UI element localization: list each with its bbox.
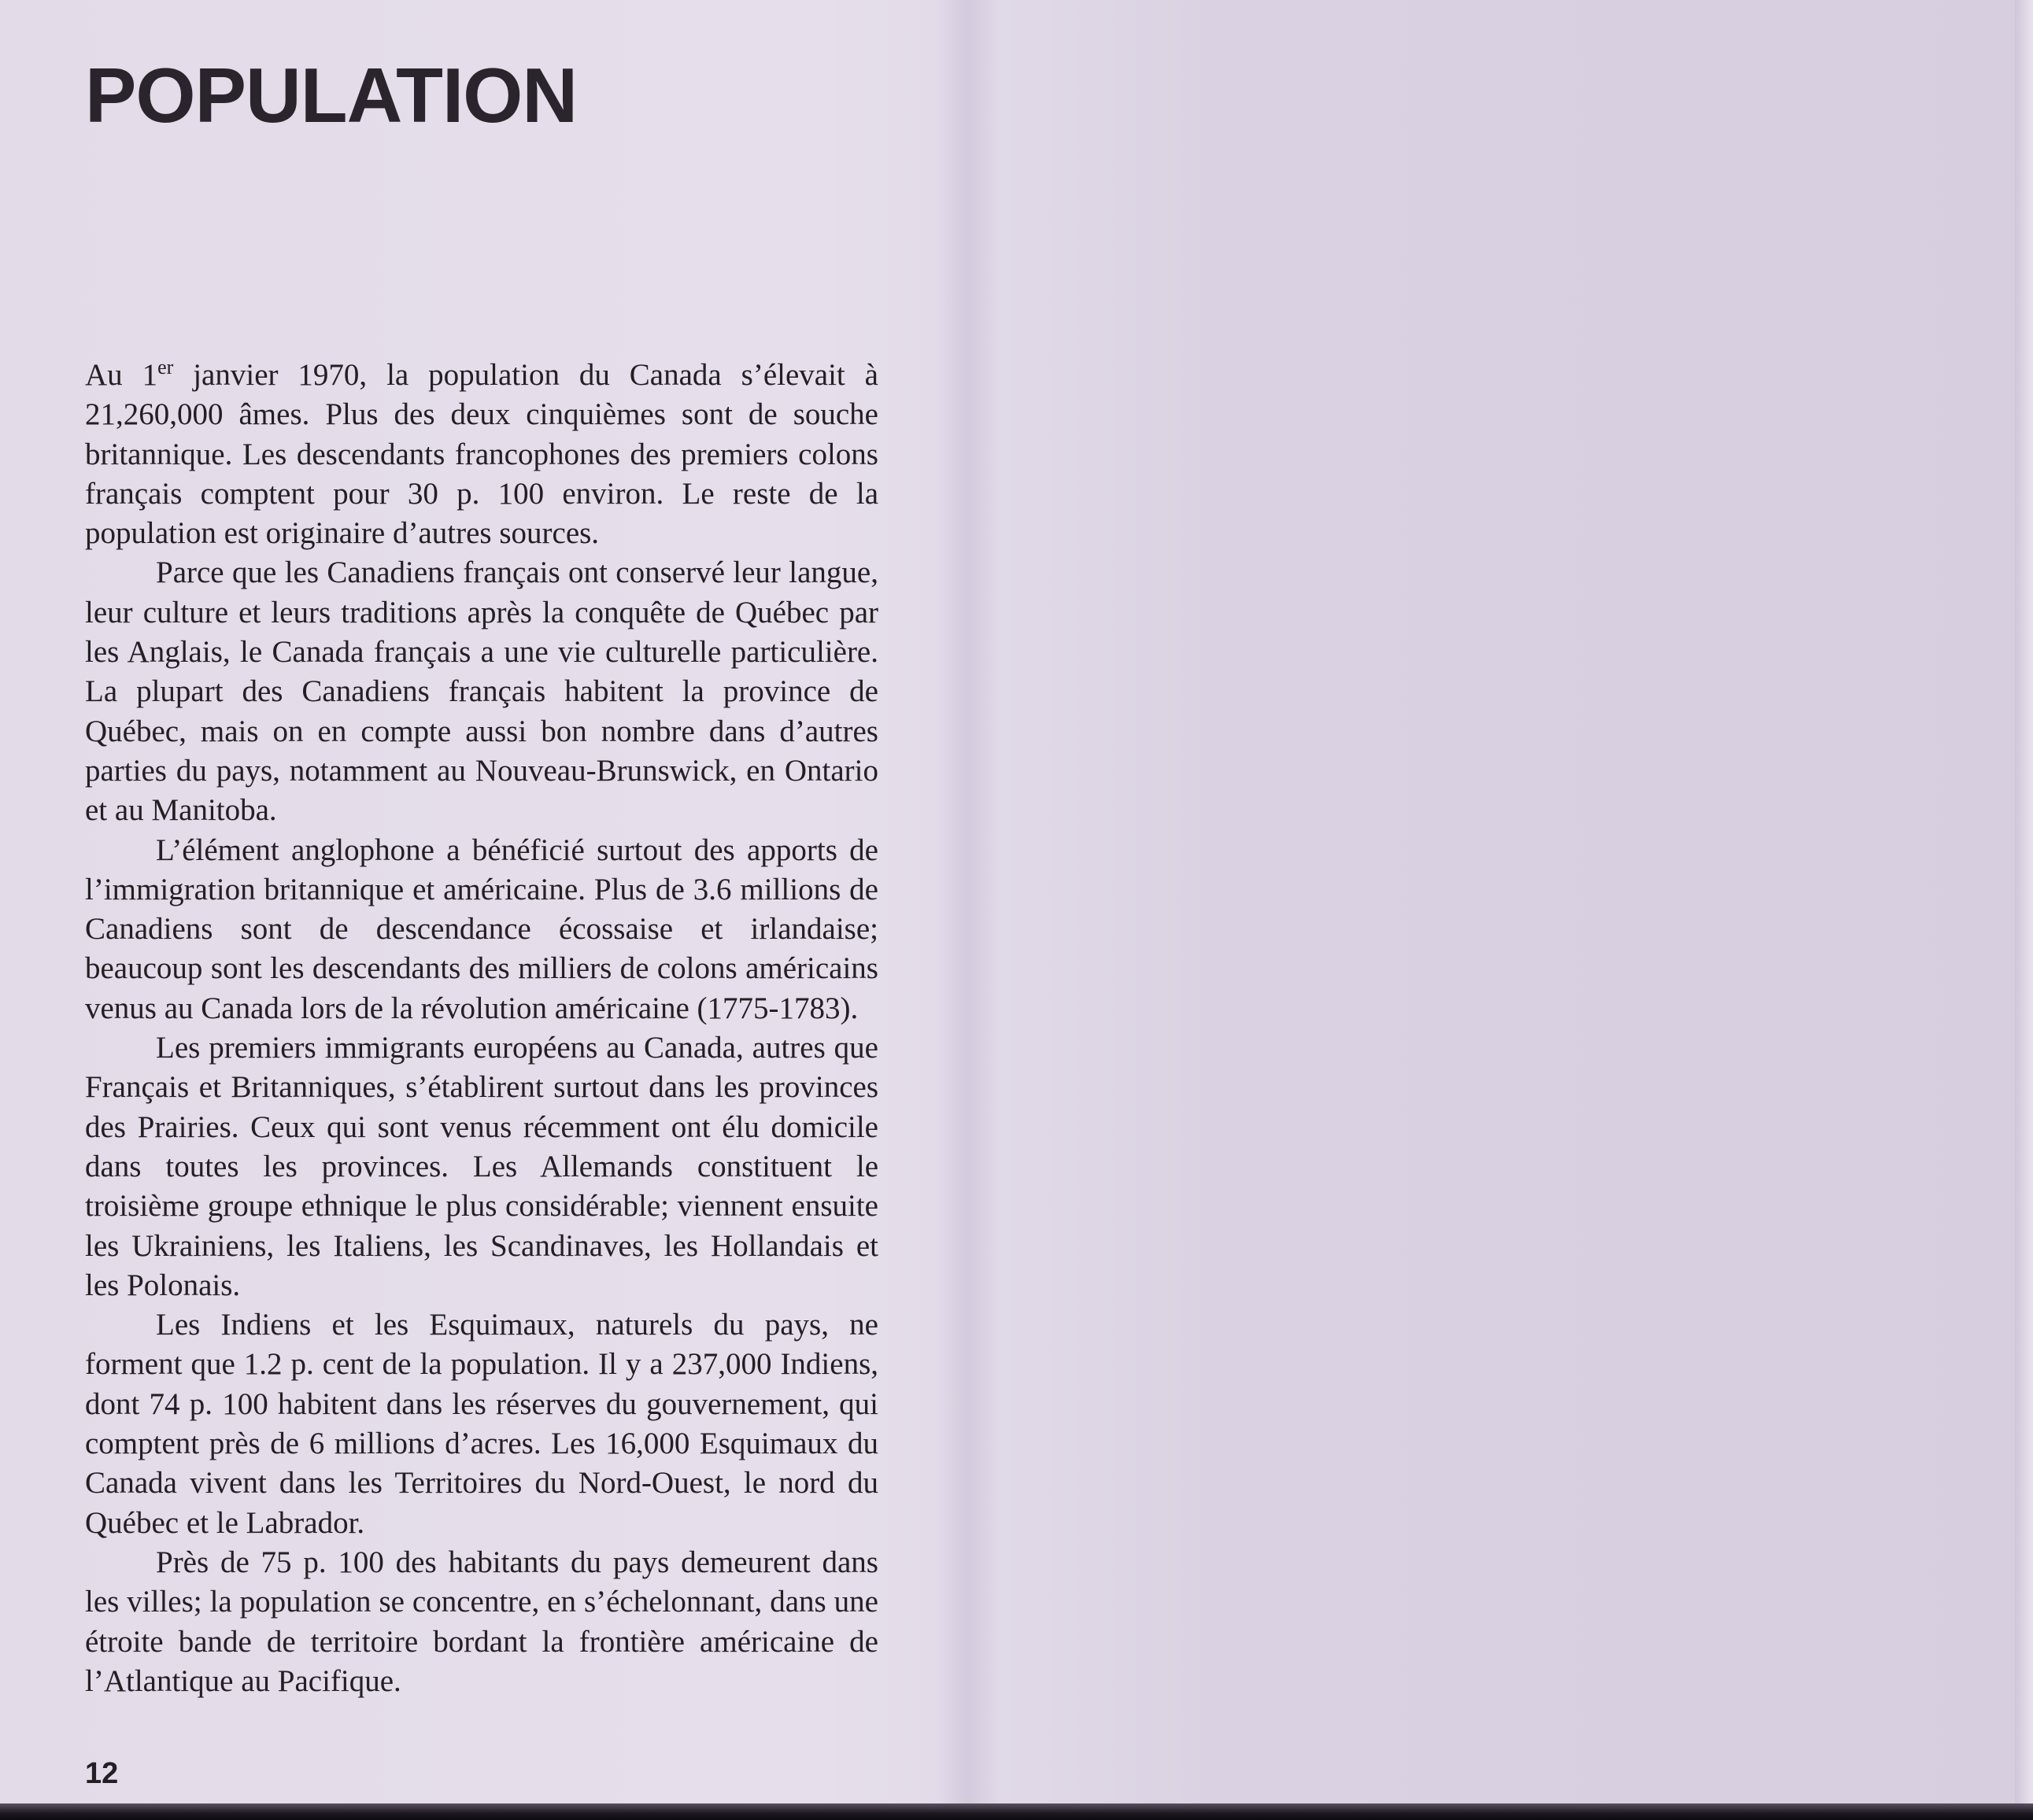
paragraph-3: L’élément anglophone a bénéficié surtout des apports de l’immigration britannique et américaine. Plus de 3.6 millions de Canadiens sont de descendance écossaise et irlandaise; beaucoup sont les descendants des milliers de colons américains venus au Canada lors de la révolution américaine (1775-1783). [85,832,878,1025]
page-bottom-edge [0,1803,2033,1820]
paragraph-5: Les Indiens et les Esquimaux, naturels du pays, ne forment que 1.2 p. cent de la population. Il y a 237,000 Indiens, dont 74 p. 100 habitent dans les réserves du gouvernement, qui comptent près de 6 millions d’acres. Les 16,000 Esquimaux du Canada vivent dans les Territoires du Nord-Ouest, le nord du Québec et le Labrador. [85,1308,878,1540]
body-text-column [85,356,878,1701]
paragraph-1 [85,356,878,553]
page-right-edge [2015,0,2033,1820]
paragraph-1-text: Au 1er janvier 1970, la population du Canada s’élevait à 21,260,000 âmes. Plus des deux cinquièmes sont de souche britannique. Les descendants francophones des premiers colons français comptent pour 30 p. 100 environ. Le reste de la population est originaire d’autres sources. [85,356,878,551]
paragraph-6: Près de 75 p. 100 des habitants du pays demeurent dans les villes; la population se concentre, en s’échelonnant, dans une étroite bande de territoire bordant la frontière américaine de l’Atlantique au Pacifique. [85,1545,878,1698]
paragraph-2: Parce que les Canadiens français ont conservé leur langue, leur culture et leurs traditions après la conquête de Québec par les Anglais, le Canada français a une vie culturelle particulière. La plupart des Canadiens français habitent la province de Québec, mais on en compte aussi bon nombre dans d’autres parties du pays, notamment au Nouveau-Brunswick, en Ontario et au Manitoba. [85,556,878,828]
page-title: POPULATION [85,52,578,138]
paragraph-4: Les premiers immigrants européens au Canada, autres que Français et Britanniques, s’établirent surtout dans les provinces des Prairies. Ceux qui sont venus récemment ont élu domicile dans toutes les provinces. Les Allemands constituent le troisième groupe ethnique le plus considérable; viennent ensuite les Ukrainiens, les Italiens, les Scandinaves, les Hollandais et les Polonais. [85,1031,878,1302]
page-gutter-shadow [937,0,1000,1820]
page-number: 12 [85,1757,119,1790]
